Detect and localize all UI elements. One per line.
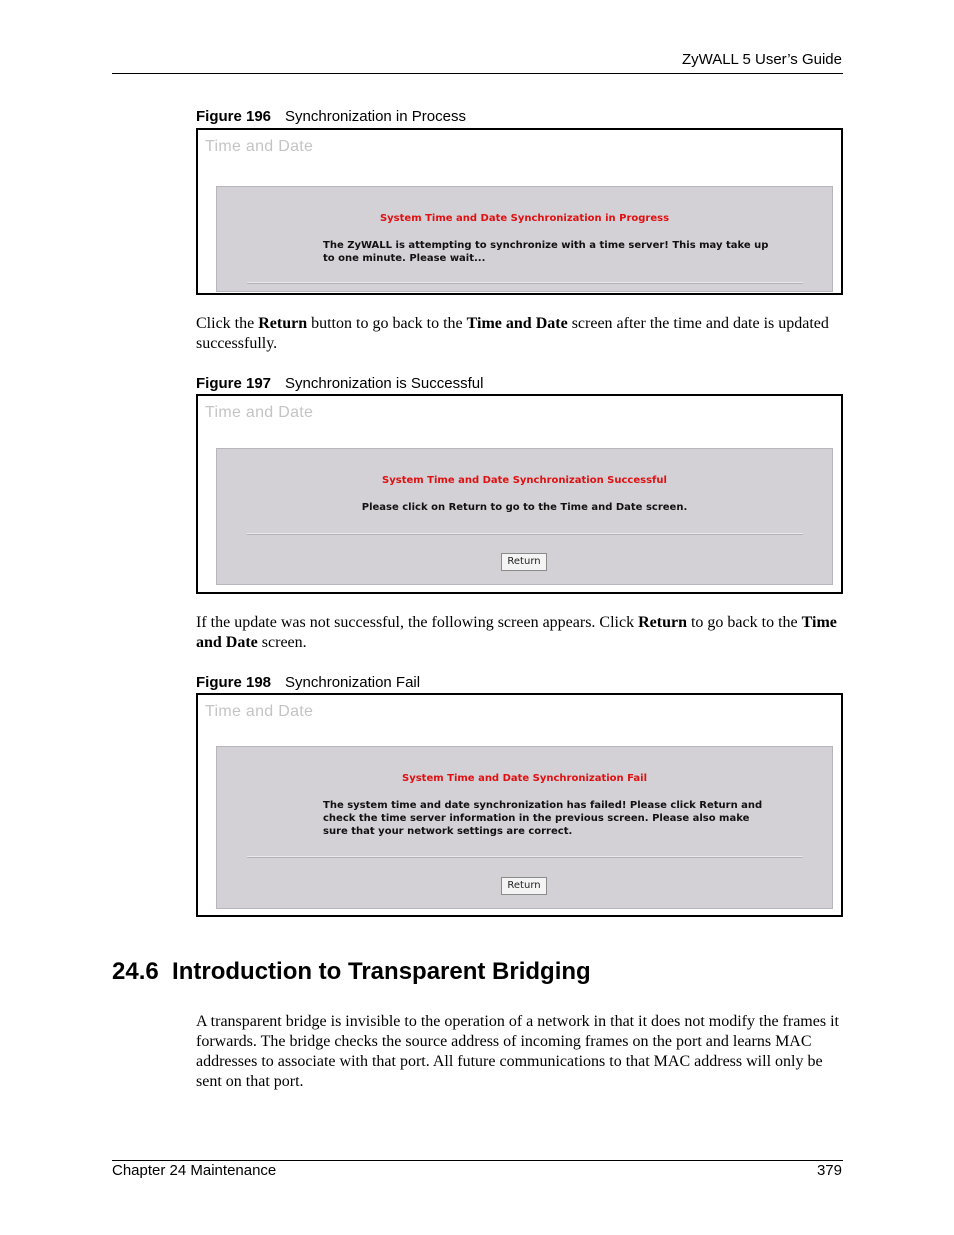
return-button[interactable]: Return xyxy=(501,877,547,895)
detail-line: sure that your network settings are correct. xyxy=(323,826,573,837)
detail-line: check the time server information in the previous screen. Please also make xyxy=(323,813,750,824)
text-run: If the update was not successful, the following screen appears. Click xyxy=(196,614,639,631)
figure-caption-text: Synchronization is Successful xyxy=(285,375,484,392)
text-run: screen. xyxy=(257,634,307,651)
figure-caption-text: Synchronization in Process xyxy=(285,108,466,125)
screen-title: Time and Date xyxy=(205,138,314,155)
footer-chapter: Chapter 24 Maintenance xyxy=(112,1162,277,1179)
text-run: screen after the time and date is updated successfully. xyxy=(196,315,829,352)
text-run: to go back to the xyxy=(686,614,802,631)
return-button[interactable]: Return xyxy=(501,553,547,571)
status-panel xyxy=(216,186,833,292)
section-body: A transparent bridge is invisible to the operation of a network in that it does not modify the frames it forwards. The bridge checks the source address of incoming frames on the port and learns MAC addresses to associate with that port. All future communications to that MAC address will only be sent on that port. xyxy=(196,1013,839,1090)
footer-divider xyxy=(112,1160,843,1161)
detail-line: to one minute. Please wait... xyxy=(323,253,486,264)
emphasis: Return xyxy=(258,315,308,332)
status-detail xyxy=(323,239,768,265)
detail-line: The ZyWALL is attempting to synchronize with a time server! This may take up xyxy=(323,240,769,251)
status-message: System Time and Date Synchronization in Progress xyxy=(379,213,670,224)
detail-line: Please click on Return to go to the Time and Date screen. xyxy=(361,502,688,513)
status-detail xyxy=(217,501,832,514)
section-heading: 24.6 Introduction to Transparent Bridging xyxy=(112,958,591,985)
running-header: ZyWALL 5 User’s Guide xyxy=(681,51,842,68)
body-paragraph xyxy=(196,613,846,653)
figure-label: Figure 196 xyxy=(196,108,272,125)
figure-caption-text: Synchronization Fail xyxy=(285,674,421,691)
figure-196-caption xyxy=(196,108,466,125)
emphasis: Return xyxy=(638,614,687,631)
status-message: System Time and Date Synchronization Fail xyxy=(402,773,647,784)
emphasis: Time and Date xyxy=(466,315,568,332)
figure-198-screenshot xyxy=(196,693,843,917)
figure-197-caption xyxy=(196,375,483,392)
detail-line: The system time and date synchronization has failed! Please click Return and xyxy=(323,800,763,811)
body-paragraph xyxy=(196,314,846,354)
text-run: button to go back to the xyxy=(307,315,467,332)
figure-label: Figure 198 xyxy=(196,674,272,691)
figure-196-screenshot xyxy=(196,128,843,295)
text-run: Click the xyxy=(196,315,259,332)
status-panel xyxy=(216,746,833,909)
emphasis: Time and Date xyxy=(196,614,837,651)
figure-label: Figure 197 xyxy=(196,375,272,392)
panel-divider xyxy=(247,282,803,284)
status-message: System Time and Date Synchronization Successful xyxy=(382,475,667,486)
panel-divider xyxy=(247,856,803,858)
figure-198-caption xyxy=(196,674,420,691)
status-panel xyxy=(216,448,833,585)
page-number: 379 xyxy=(816,1162,842,1179)
figure-197-screenshot xyxy=(196,394,843,594)
panel-divider xyxy=(247,533,803,535)
screen-title: Time and Date xyxy=(205,703,314,720)
status-detail xyxy=(323,799,762,838)
screen-title: Time and Date xyxy=(205,404,314,421)
header-divider xyxy=(112,73,843,74)
